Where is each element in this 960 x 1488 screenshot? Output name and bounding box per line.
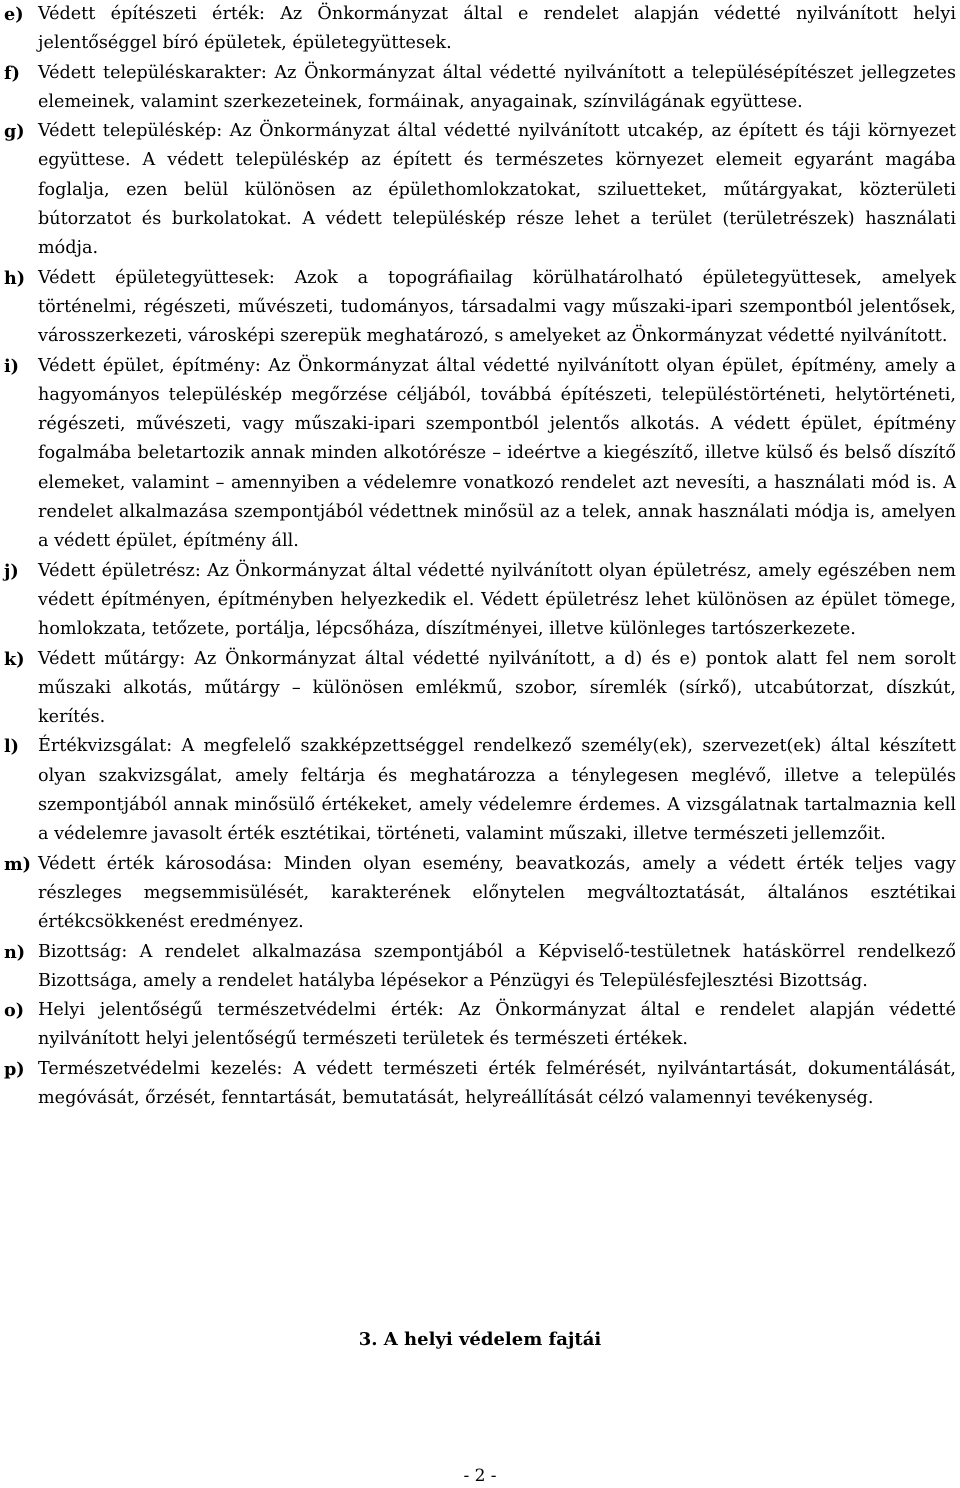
- definition-item: [4, 1055, 956, 1114]
- definition-item: [4, 352, 956, 557]
- document-page: [4, 0, 956, 1113]
- definition-item: [4, 645, 956, 733]
- definition-text: Védett épületegyüttesek: Azok a topográfiailag körülhatárolható épületegyüttesek, amelyek történelmi, régészeti, művészeti, tudományos, társadalmi vagy műszaki-ipari szempontból jelentősek, városszerkezeti, városképi szerepük meghatározó, s amelyeket az Önkormányzat védetté nyilvánított.: [38, 267, 956, 347]
- definition-marker: i): [4, 355, 20, 377]
- definition-text: Védett településkarakter: Az Önkormányzat által védetté nyilvánított a településépítészet jellegzetes elemeinek, valamint szerkezeteinek, formáinak, anyagainak, színvilágának együttese.: [38, 62, 956, 112]
- definition-marker: m): [4, 853, 31, 875]
- definition-marker: l): [4, 736, 20, 758]
- definition-text: Védett épületrész: Az Önkormányzat által védetté nyilvánított olyan épületrész, amely egészében nem védett építményen, építményben helyezkedik el. Védett épületrész lehet különösen az épület tömege, homlokzata, tetőzete, portálja, lépcsőháza, díszítményei, illetve különleges tartószerkezete.: [38, 560, 956, 640]
- definition-text: Védett építészeti érték: Az Önkormányzat által e rendelet alapján védetté nyilvánított helyi jelentőséggel bíró épületek, épületegyüttesek.: [38, 4, 956, 54]
- definition-text: Védett műtárgy: Az Önkormányzat által védetté nyilvánított, a d) és e) pontok alatt fel nem sorolt műszaki alkotás, műtárgy – különösen emlékmű, szobor, síremlék (sírkő), utcabútorzat, díszkút, kerítés.: [38, 648, 956, 728]
- page-number: - 2 -: [463, 1466, 497, 1486]
- definition-item: [4, 732, 956, 849]
- definition-marker: f): [4, 62, 20, 84]
- definition-text: Értékvizsgálat: A megfelelő szakképzettséggel rendelkező személy(ek), szervezet(ek) által készített olyan szakvizsgálat, amely feltárja és meghatározza a ténylegesen meglévő, illetve a település szempontjából annak minősülő értékeket, amely védelemre érdemes. A vizsgálatnak tartalmaznia kell a védelemre javasolt érték esztétikai, történeti, valamint műszaki, illetve természeti jellemzőit.: [38, 736, 956, 845]
- definition-marker: h): [4, 267, 26, 289]
- definition-text: Bizottság: A rendelet alkalmazása szempontjából a Képviselő-testületnek hatáskörrel rendelkező Bizottsága, amely a rendelet hatályba lépésekor a Pénzügyi és Településfejlesztési Bizottság.: [38, 941, 956, 991]
- section-heading: 3. A helyi védelem fajtái: [358, 1329, 602, 1350]
- definition-item: [4, 59, 956, 118]
- definition-text: Helyi jelentőségű természetvédelmi érték: Az Önkormányzat által e rendelet alapján védetté nyilvánított helyi jelentőségű természeti területek és természeti értékek.: [38, 1000, 956, 1050]
- definition-text: Védett érték károsodása: Minden olyan esemény, beavatkozás, amely a védett érték teljes vagy részleges megsemmisülését, karakterének előnytelen megváltoztatását, általános esztétikai értékcsökkenést eredményez.: [38, 853, 956, 933]
- definition-text: Védett épület, építmény: Az Önkormányzat által védetté nyilvánított olyan épület, építmény, amely a hagyományos településkép megőrzése céljából, továbbá építészeti, településtörténeti, helytörténeti, régészeti, művészeti, vagy műszaki-ipari szempontból jelentős alkotás. A védett épület, építmény fogalmába beletartozik annak minden alkotórésze – ideértve a kiegészítő, illetve külső és belső díszítő elemeket, valamint – amennyiben a védelemre vonatkozó rendelet azt nevesíti, a használati mód is. A rendelet alkalmazása szempontjából védettnek minősül az a telek, annak használati módja is, amelyen a védett épület, építmény áll.: [38, 355, 956, 552]
- definition-text: Védett településkép: Az Önkormányzat által védetté nyilvánított utcakép, az épített és táji környezet együttese. A védett településkép az épített és természetes környezet elemeit egyaránt magába foglalja, ezen belül különösen az épülethomlokzatokat, sziluetteket, műtárgyakat, közterületi bútorzatot és burkolatokat. A védett településkép része lehet a terület (területrészek) használati módja.: [38, 121, 956, 259]
- definition-item: [4, 0, 956, 59]
- definition-text: Természetvédelmi kezelés: A védett természeti érték felmérését, nyilvántartását, dokumentálását, megóvását, őrzését, fenntartását, bemutatását, helyreállítását célzó valamennyi tevékenység.: [38, 1058, 956, 1108]
- definition-marker: g): [4, 121, 25, 143]
- definition-item: [4, 938, 956, 997]
- definition-item: [4, 557, 956, 645]
- definition-item: [4, 264, 956, 352]
- definition-item: [4, 850, 956, 938]
- definition-marker: p): [4, 1058, 25, 1080]
- definition-marker: o): [4, 1000, 25, 1022]
- definition-marker: j): [4, 560, 19, 582]
- definition-list: [4, 0, 956, 1113]
- definition-marker: n): [4, 941, 26, 963]
- definition-marker: e): [4, 4, 24, 25]
- definition-item: [4, 996, 956, 1055]
- definition-item: [4, 117, 956, 263]
- definition-marker: k): [4, 648, 25, 670]
